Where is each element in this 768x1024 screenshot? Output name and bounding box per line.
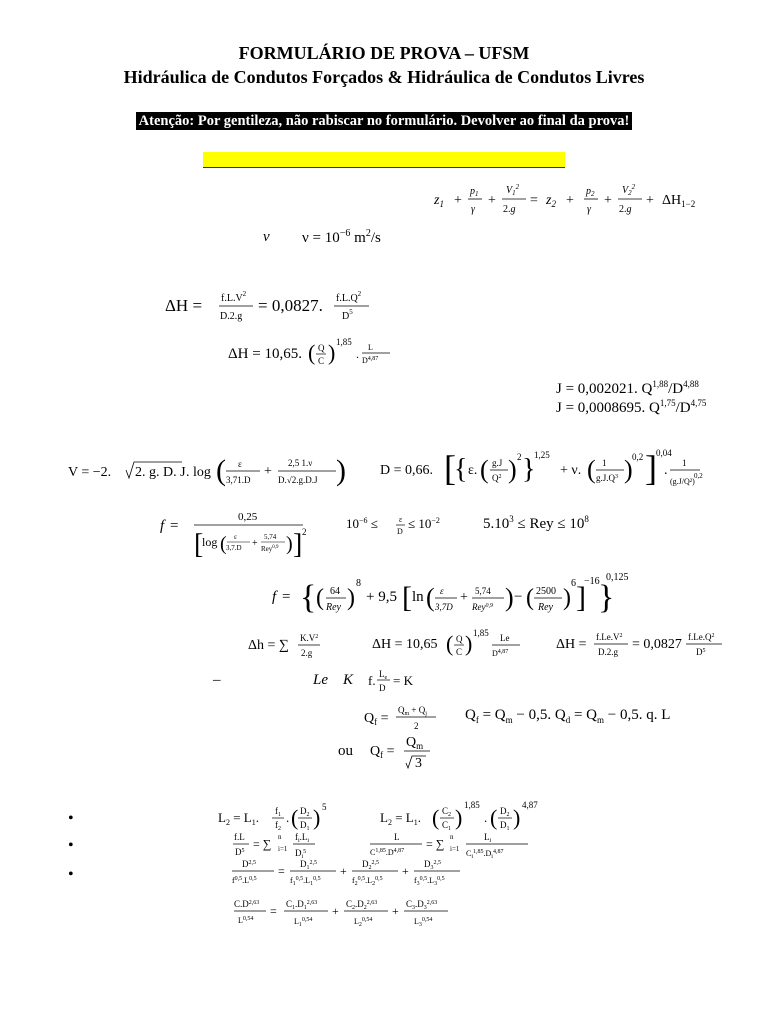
svg-text:0,25: 0,25	[238, 511, 258, 523]
svg-text:C1: $C_1$	[442, 820, 452, 832]
page-title: FORMULÁRIO DE PROVA – UFSM	[238, 43, 530, 63]
svg-text:Q: Q	[456, 634, 463, 644]
svg-text:L0,54: L$^{0,54}$	[238, 916, 254, 925]
nu-symbol: ν	[263, 229, 270, 245]
svg-text:+: +	[488, 193, 496, 208]
le-k-equation	[368, 666, 428, 701]
svg-text:): )	[508, 455, 517, 484]
svg-text:+ 9,5: + 9,5	[366, 589, 397, 605]
svg-text:D2: $D_2$	[500, 806, 510, 818]
svg-text:(: (	[426, 583, 435, 612]
le-symbol: Le	[313, 672, 328, 688]
le-darcy-equation	[556, 628, 726, 667]
svg-text:D2,5: D$^{2,5}$	[242, 859, 256, 869]
reynolds-limits: $5.10^3$ ≤ Rey ≤ $10^8$	[483, 514, 589, 532]
svg-text:0,04: 0,04	[656, 448, 672, 458]
svg-text:C3.D32,63: $C_3.D_3^{2,63}$	[406, 899, 438, 911]
svg-text:≤ 10−2: ≤ $10^{-2}$	[408, 516, 440, 531]
svg-text:ε: ε	[234, 533, 237, 541]
svg-text:ΔH = 10,65: ΔH = 10,65	[372, 637, 438, 652]
svg-text:.: .	[356, 347, 359, 361]
bullet-3: •	[68, 866, 74, 883]
svg-text:D = 0,66.: D = 0,66.	[380, 463, 434, 478]
svg-text:g.J: g.J	[492, 458, 503, 468]
svg-text:1,85: 1,85	[464, 800, 480, 810]
svg-text:2.g: 2.g	[619, 204, 632, 215]
svg-text:0,125: 0,125	[606, 572, 629, 583]
svg-text:D4,87: D$^{4,87}$	[362, 356, 379, 365]
svg-text:): )	[286, 533, 293, 555]
svg-text:ΔH = 10,65.: ΔH = 10,65.	[228, 346, 302, 362]
svg-text:C1.D12,63: $C_1.D_1^{2,63}$	[286, 899, 318, 911]
svg-text:ε: ε	[440, 586, 444, 596]
bernoulli-equation	[434, 180, 704, 223]
svg-text:f0,5.L0,5: $f^{0,5}.L^{0,5}$	[232, 876, 257, 885]
svg-text:=: =	[530, 193, 538, 208]
svg-text:.: .	[484, 810, 488, 825]
svg-text:f30,5.L30,5: $f_3^{0,5}.L_3^{0,5}$	[414, 876, 445, 887]
viscosity-equation: $\nu = 10^{-6}$ $m^2/s$	[302, 228, 381, 246]
svg-text:ΔH1−2: $\Delta H_{1-2}$	[662, 193, 696, 209]
svg-text:ε.: ε.	[468, 463, 478, 478]
relative-roughness-limits	[346, 512, 456, 545]
svg-text:1,85: 1,85	[336, 337, 352, 347]
svg-text:1,85: 1,85	[473, 628, 489, 638]
svg-text:10−6 ≤: $10^{-6}$ ≤	[346, 516, 378, 531]
svg-text:2.g: 2.g	[503, 204, 516, 215]
highlight-bar	[203, 152, 565, 168]
svg-text:ε: ε	[238, 459, 242, 469]
svg-text:2. g. D. J: 2. g. D. J	[135, 465, 186, 480]
svg-text:): )	[336, 454, 346, 487]
svg-text:Qm + Qj: $Q_m + Q_j$	[398, 705, 427, 717]
svg-text:D32,5: $D_3^{2,5}$	[424, 859, 441, 871]
svg-text:n: n	[450, 833, 454, 841]
svg-text:ΔH =: ΔH =	[556, 637, 587, 652]
svg-text:3,7D: 3,7D	[435, 602, 453, 612]
svg-text:.: .	[286, 810, 290, 825]
svg-text:C2: $C_2$	[442, 806, 452, 818]
svg-text:3: 3	[415, 756, 422, 771]
svg-text:0,2: 0,2	[632, 452, 644, 462]
svg-text:= ∑: = ∑	[426, 837, 445, 851]
colebrook-velocity-equation	[68, 450, 346, 499]
svg-text:}: }	[522, 454, 536, 485]
svg-text:+: +	[392, 904, 399, 918]
svg-text:6: 6	[571, 578, 576, 589]
svg-text:(: (	[308, 340, 316, 365]
svg-text:D.2.g: D.2.g	[598, 647, 618, 657]
svg-text:=: =	[282, 589, 291, 605]
svg-text:[: [	[444, 448, 456, 488]
svg-text:. log: . log	[186, 465, 211, 480]
svg-text:i=1: i=1	[278, 845, 288, 853]
svg-text:f10,5.L10,5: $f_1^{0,5}.L_1^{0,5}$	[290, 876, 321, 887]
notice-text: Atenção: Por gentileza, não rabiscar no formulário. Devolver ao final da prova!	[136, 112, 633, 130]
svg-text:= K: = K	[393, 673, 413, 688]
svg-text:D5: $D^5$	[235, 847, 245, 857]
svg-text:+: +	[332, 904, 339, 918]
svg-text:D5: $D^5$	[696, 647, 706, 657]
svg-text:Qf =: $Q_f$ =	[364, 711, 389, 727]
svg-text:K.V2: $K.V^2$	[300, 633, 319, 643]
svg-text:(: (	[291, 805, 299, 830]
svg-text:2,5 1.ν: 2,5 1.ν	[288, 458, 313, 468]
svg-text:5,74: 5,74	[264, 533, 277, 541]
svg-text:Qm: $Q_m$	[406, 735, 424, 751]
svg-text:Le: Le	[500, 633, 510, 643]
svg-text:(: (	[216, 454, 226, 487]
svg-text:ln: ln	[412, 589, 424, 605]
svg-text:z1: $z_1$	[434, 193, 444, 209]
svg-text:D5: $D^5$	[342, 308, 353, 322]
svg-text:D4,87: D$^{4,87}$	[492, 649, 509, 658]
svg-text:+: +	[340, 864, 347, 878]
svg-text:(: (	[526, 585, 534, 611]
svg-text:64: 64	[330, 586, 340, 597]
svg-text:): )	[563, 585, 571, 611]
svg-text:.: .	[664, 463, 668, 478]
svg-text:8: 8	[356, 578, 361, 589]
svg-text:D.2.g: D.2.g	[220, 311, 243, 322]
svg-text:]: ]	[645, 448, 657, 488]
svg-text:Rey0,9: Rey$^{0,9}$	[472, 602, 493, 612]
svg-text:=: =	[270, 904, 277, 918]
svg-text:D1: $D_1$	[300, 820, 310, 832]
svg-text:−16: −16	[584, 576, 600, 587]
dash-symbol: –	[213, 672, 221, 688]
svg-text:g.J.Q3: $g.J.Q^3$	[596, 473, 619, 483]
svg-text:2500: 2500	[536, 586, 556, 597]
svg-text:2: 2	[302, 527, 307, 537]
svg-text:): )	[328, 340, 336, 365]
svg-text:5,74: 5,74	[475, 586, 491, 596]
svg-text:{: {	[300, 579, 317, 616]
svg-text:f2: $f_2$	[275, 820, 281, 832]
svg-text:): )	[455, 805, 463, 830]
svg-text:{: {	[454, 454, 468, 485]
svg-text:+: +	[264, 464, 272, 479]
svg-text:4,87: 4,87	[522, 800, 538, 810]
svg-text:(: (	[432, 805, 440, 830]
svg-text:L2 = L1.: $L_2 = L_1$.	[218, 810, 259, 827]
k-symbol: K	[343, 672, 354, 688]
svg-text:D1: $D_1$	[500, 820, 510, 832]
svg-text:): )	[313, 805, 321, 830]
svg-text:Ci1,85.Di4,87: $C_i^{1,85}.D_i^{4,87}$	[466, 849, 504, 860]
svg-text:D12,5: $D_1^{2,5}$	[300, 859, 317, 871]
svg-text:D2: $D_2$	[300, 806, 310, 818]
svg-text:): )	[465, 631, 473, 656]
page-subtitle: Hidráulica de Condutos Forçados & Hidráulica de Condutos Livres	[123, 67, 645, 87]
svg-text:L: L	[368, 343, 373, 352]
svg-text:(g.J/Q²): (g.J/Q²)	[670, 477, 695, 486]
svg-text:γ: γ	[587, 204, 591, 215]
svg-text:Li: $L_i$	[484, 832, 492, 844]
svg-text:D: D	[379, 683, 386, 693]
svg-text:Di5: $D_i^5$	[295, 848, 307, 860]
svg-text:z2: $z_2$	[546, 193, 556, 209]
svg-text:L: L	[394, 832, 400, 842]
swamee-friction-equation	[160, 503, 310, 564]
svg-text:D22,5: $D_2^{2,5}$	[362, 859, 379, 871]
svg-text:Qf =: $Q_f$ =	[370, 744, 395, 760]
local-loss-equation	[248, 630, 328, 667]
svg-text:f: f	[272, 589, 277, 605]
svg-text:+: +	[566, 193, 574, 208]
svg-text:): )	[624, 455, 633, 484]
svg-text:C: C	[456, 647, 463, 657]
svg-text:f1: $f_1$	[275, 806, 281, 818]
svg-text:(: (	[490, 805, 498, 830]
svg-text:(: (	[446, 631, 454, 656]
svg-text:}: }	[598, 579, 615, 616]
svg-text:): )	[347, 585, 355, 611]
svg-text:): )	[513, 805, 521, 830]
bullet-1: •	[68, 810, 74, 827]
svg-text:]: ]	[576, 581, 586, 614]
qf-sqrt-equation	[370, 733, 440, 778]
svg-text:Q2: $Q^2$	[492, 473, 502, 483]
svg-text:=: =	[278, 864, 285, 878]
svg-text:D: D	[397, 527, 403, 536]
svg-text:C2.D22,63: $C_2.D_2^{2,63}$	[346, 899, 378, 911]
svg-text:p2: $p_2$	[586, 186, 595, 198]
svg-text:(: (	[316, 585, 324, 611]
svg-text:2: 2	[517, 452, 522, 462]
swamee-general-equation	[272, 570, 642, 627]
svg-text:+: +	[646, 193, 654, 208]
svg-text:= ∑: = ∑	[253, 837, 272, 851]
svg-text:(: (	[480, 455, 489, 484]
bullet-2: •	[68, 837, 74, 854]
svg-text:Rey: Rey	[326, 602, 341, 613]
svg-text:+: +	[604, 193, 612, 208]
svg-text:p1: $p_1$	[470, 186, 479, 198]
svg-text:f.Le.Q2: $f.Le.Q^2$	[688, 632, 715, 642]
svg-text:): )	[505, 583, 514, 612]
notice-banner	[0, 112, 768, 130]
svg-text:V22: $V_2^2$	[622, 183, 636, 197]
svg-text:C.D2,63: $C.D^{2,63}$	[234, 899, 260, 909]
svg-text:fi.Li: $f_i.L_i$	[295, 832, 310, 844]
svg-text:2.g: 2.g	[301, 648, 313, 658]
svg-text:+: +	[454, 193, 462, 208]
ou-label: ou	[338, 743, 353, 759]
svg-text:= 0,0827.: = 0,0827.	[258, 296, 323, 315]
svg-text:L30,54: $L_3^{0,54}$	[414, 917, 433, 928]
svg-text:ΔH =: ΔH =	[165, 296, 203, 315]
parallel-darcy	[232, 856, 482, 895]
svg-text:f.L.Q2: $f.L.Q^2$	[336, 290, 362, 304]
svg-text:V12: $V_1^2$	[506, 183, 520, 197]
svg-text:1,25: 1,25	[534, 450, 550, 460]
svg-text:L10,54: $L_1^{0,54}$	[294, 917, 313, 928]
swamee-diameter-equation	[380, 444, 710, 499]
svg-text:n: n	[278, 833, 282, 841]
svg-text:+: +	[402, 864, 409, 878]
svg-text:[: [	[402, 581, 412, 614]
le-hazen-equation	[372, 627, 522, 668]
qf-distributed-equation: $Q_f = Q_m - 0,5$. $Q_d = Q_m - 0,5$. q. L	[465, 707, 671, 725]
svg-text:5: 5	[322, 802, 327, 812]
svg-text:]: ]	[293, 529, 303, 560]
svg-text:1: 1	[682, 458, 687, 468]
svg-text:+: +	[460, 590, 468, 605]
svg-text:log: log	[202, 535, 218, 549]
svg-text:Rey0,9: Rey$^{0,9}$	[261, 545, 279, 553]
svg-text:C1,85.D4,87: $C^{1,85}.D^{4,87}$	[370, 848, 405, 857]
svg-text:f.L: f.L	[234, 832, 245, 842]
svg-text:i=1: i=1	[450, 845, 460, 853]
svg-text:[: [	[194, 529, 204, 560]
darcy-equation	[165, 284, 390, 331]
svg-text:0,2: 0,2	[694, 472, 703, 480]
svg-text:D.√2.g.D.J: D.√2.g.D.J	[278, 475, 318, 485]
svg-text:V = −2.: V = −2.	[68, 465, 112, 480]
svg-text:C: C	[318, 356, 325, 366]
bernoulli-svg	[434, 180, 704, 218]
hazen-equation	[228, 336, 398, 381]
svg-text:f.Le.V2: $f.Le.V^2$	[596, 632, 623, 642]
svg-text:Q: Q	[318, 343, 325, 353]
j-equation-2: J = 0,0008695. $Q^{1,75}/D^{4,75}$	[556, 398, 707, 416]
svg-text:−: −	[514, 589, 523, 605]
svg-text:L2 = L1.: $L_2 = L_1$.	[380, 810, 421, 827]
svg-text:1: 1	[602, 458, 607, 468]
svg-text:2: 2	[414, 721, 419, 731]
svg-text:3,7.D: 3,7.D	[226, 544, 242, 552]
svg-text:f20,5.L20,5: $f_2^{0,5}.L_2^{0,5}$	[352, 876, 383, 887]
svg-text:f.L.V2: $f.L.V^2$	[221, 290, 247, 304]
svg-text:+: +	[252, 538, 258, 549]
parallel-hw	[234, 896, 474, 935]
svg-text:ε: ε	[399, 515, 403, 524]
svg-text:+ ν.: + ν.	[560, 463, 582, 478]
svg-text:f.: f.	[368, 673, 376, 688]
j-equation-1: J = 0,002021. $Q^{1,88}/D^{4,88}$	[556, 379, 699, 397]
svg-text:3,71.D: 3,71.D	[226, 475, 251, 485]
svg-text:L20,54: $L_2^{0,54}$	[354, 917, 373, 928]
svg-text:(: (	[587, 455, 596, 484]
svg-text:Rey: Rey	[538, 602, 553, 613]
svg-text:γ: γ	[471, 204, 475, 215]
svg-text:Le: $L_e$	[379, 669, 388, 681]
svg-text:Δh = ∑: Δh = ∑	[248, 638, 289, 653]
svg-text:= 0,0827: = 0,0827	[632, 637, 682, 652]
svg-text:(: (	[220, 533, 227, 555]
svg-text:f: f	[160, 518, 165, 534]
svg-text:=: =	[170, 518, 179, 534]
